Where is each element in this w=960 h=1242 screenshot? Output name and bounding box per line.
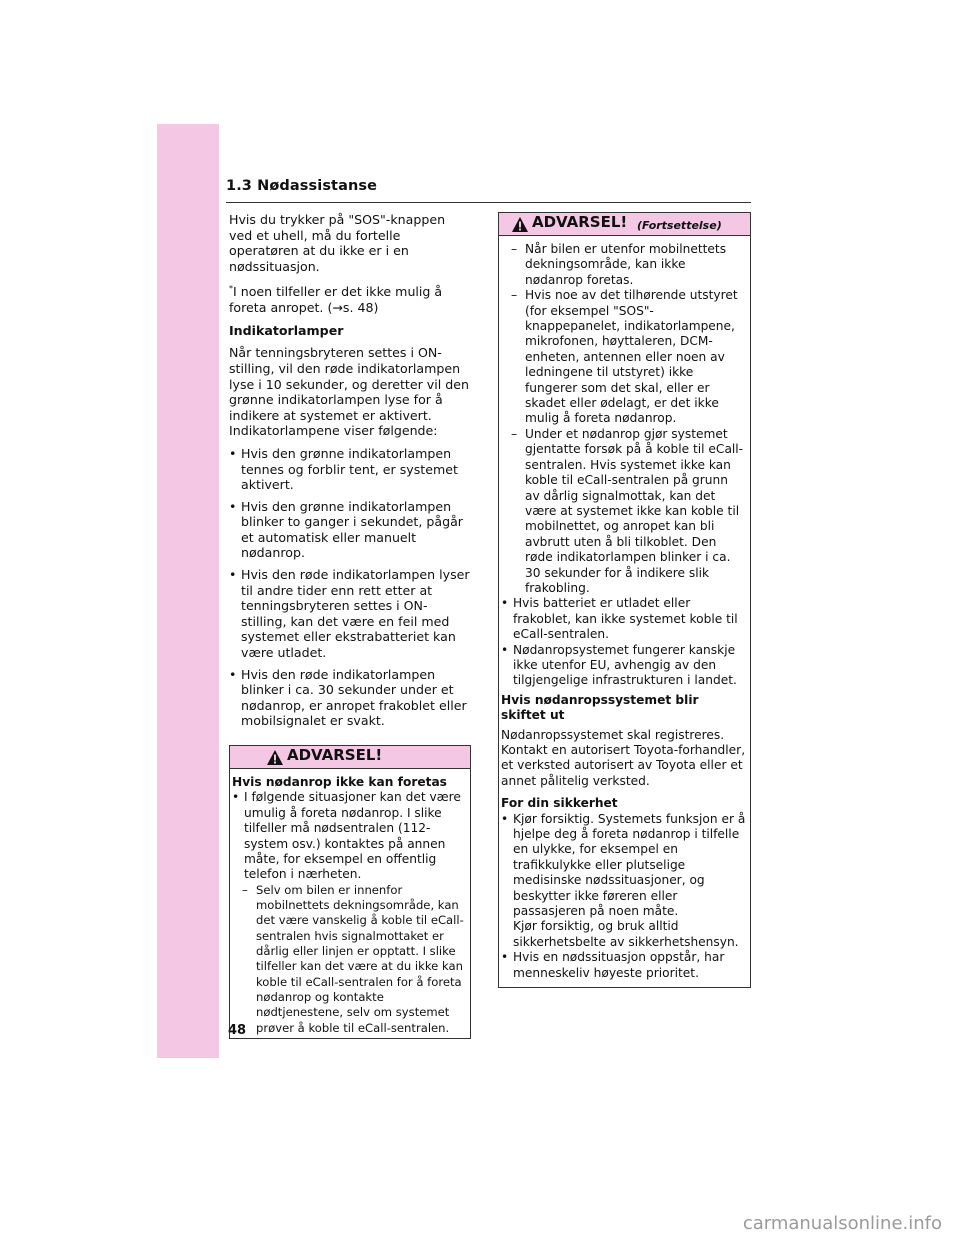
warning-triangle-icon [511, 216, 529, 233]
indicator-heading: Indikatorlamper [229, 322, 344, 338]
footnote-mark: * [229, 284, 233, 294]
warning-header [499, 213, 750, 236]
warning-subheading: Hvis nødanrop ikke kan foretas [232, 775, 447, 789]
warning-box-continued [498, 212, 751, 988]
warning-title: ADVARSEL! [287, 746, 383, 764]
dash-item: – Hvis noe av det tilhørende utstyret (for eksempel "SOS"-knappepanelet, indikatorlampene, mikrofonen, høyttaleren, DCM-enheten, antennen eller noen av ledningene til utstyret) ikke fungerer som det skal, eller er skadet eller ødelagt, er det ikke mulig å foreta nødanrop. [511, 288, 738, 426]
list-item: • Hvis den grønne indikatorlampen blinker to ganger i sekundet, pågår et automatisk eller manuelt nødanrop. [229, 499, 471, 561]
section-title: 1.3 Nødassistanse [226, 178, 378, 194]
footnote-text: I noen tilfeller er det ikke mulig å foreta anropet. (→s. 48) [229, 284, 443, 316]
list-item: • Hvis en nødssituasjon oppstår, har menneskeliv høyeste prioritet. [501, 950, 746, 981]
list-item [501, 812, 746, 951]
page-number: 48 [228, 1023, 247, 1038]
section-header [226, 178, 751, 203]
dash-item-text: Selv om bilen er innenfor mobilnettets dekningsområde, kan det være vanskelig å koble til eCall-sentralen hvis signalmottaket er dårlig eller linjen er opptatt. I slike tilfeller kan det være at du ikke kan koble til eCall-sentralen for å foreta nødanrop og kontakte nødtjenestene, selv om systemet prøver å koble til eCall-sentralen. [256, 882, 464, 1035]
safety-heading: For din sikkerhet [501, 796, 618, 811]
list-item: • Hvis den røde indikatorlampen blinker i ca. 30 sekunder under et nødanrop, er anropet frakoblet eller mobilsignalet er svakt. [229, 667, 471, 729]
list-item: • Hvis den grønne indikatorlampen tennes og forblir tent, er systemet aktivert. [229, 446, 471, 493]
dash-item: – Under et nødanrop gjør systemet gjentatte forsøk på å koble til eCall-sentralen. Hvis systemet ikke kan koble til eCall-sentralen på grunn av dårlig signalmottak, kan det være at systemet ikke kan koble til mobilnettet, og anropet kan bli avbrutt uten å bli tilkoblet. Den røde indikatorlampen blinker i ca. 30 sekunder for å indikere slik frakobling. [511, 426, 744, 595]
switch-heading: Hvis nødanropssystemet blir skiftet ut [501, 692, 699, 723]
list-item-text-extra: Kjør forsiktig, og bruk alltid sikkerhetsbelte av sikkerhetshensyn. [513, 919, 739, 949]
list-item: • Hvis batteriet er utladet eller frakoblet, kan ikke systemet koble til eCall-sentralen. [501, 596, 746, 642]
right-column [498, 212, 751, 988]
warning-box [229, 745, 471, 1039]
footnote [229, 281, 471, 315]
indicator-paragraph: Når tenningsbryteren settes i ON-stilling, vil den røde indikatorlampen lyse i 10 sekunder, og deretter vil den grønne indikatorlampen lyse for å indikere at systemet er aktivert. Indikatorlampene viser følgende: [229, 345, 469, 439]
list-item: • Nødanropsystemet fungerer kanskje ikke utenfor EU, avhengig av den tilgjengelige infrastrukturen i landet. [501, 643, 746, 689]
dash-item-text: Hvis noe av det tilhørende utstyret (for eksempel "SOS"-knappepanelet, indikatorlampene, mikrofonen, høyttaleren, DCM-enheten, antennen eller noen av ledningene til utstyret) ikke fungerer som det skal, eller er skadet eller ødelagt, er det ikke mulig å foreta nødanrop. [525, 288, 738, 426]
switch-paragraph: Nødanropssystemet skal registreres. Kontakt en autorisert Toyota-forhandler, et verksted autorisert av Toyota eller et annet pålitelig verksted. [501, 727, 746, 788]
warning-title: ADVARSEL! [532, 213, 628, 231]
watermark: carmanualsonline.info [742, 1213, 942, 1234]
intro-paragraph: Hvis du trykker på "SOS"-knappen ved et uhell, må du fortelle operatøren at du ikke er i en nødssituasjon. [229, 212, 446, 274]
dash-item-text: Når bilen er utenfor mobilnettets dekningsområde, kan ikke nødanrop foretas. [525, 242, 727, 287]
warning-body [499, 236, 750, 987]
left-column [229, 212, 471, 1039]
warning-header [230, 746, 470, 769]
dash-item: – Når bilen er utenfor mobilnettets dekningsområde, kan ikke nødanrop foretas. [511, 242, 727, 287]
list-item-text: Kjør forsiktig. Systemets funksjon er å hjelpe deg å foreta nødanrop i tilfelle en ulykke, for eksempel en trafikkulykke eller plutselige medisinske nødssituasjoner, og beskytter ikke føreren eller passasjeren på noen måte. [513, 811, 746, 919]
warning-body [230, 769, 470, 1038]
list-item: • I følgende situasjoner kan det være umulig å foreta nødanrop. I slike tilfeller må nødsentralen (112-system osv.) kontaktes på annen måte, for eksempel en offentlig telefon i nærheten. [232, 790, 466, 882]
dash-item: – Selv om bilen er innenfor mobilnettets dekningsområde, kan det være vanskelig å koble til eCall-sentralen hvis signalmottaket er dårlig eller linjen er opptatt. I slike tilfeller kan det være at du ikke kan koble til eCall-sentralen for å foreta nødanrop og kontakte nødtjenestene, selv om systemet prøver å koble til eCall-sentralen. [242, 882, 464, 1035]
dash-item-text: Under et nødanrop gjør systemet gjentatte forsøk på å koble til eCall-sentralen. Hvis systemet ikke kan koble til eCall-sentralen på grunn av dårlig signalmottak, kan det være at systemet ikke kan koble til mobilnettet, og anropet kan bli avbrutt uten å bli tilkoblet. Den røde indikatorlampen blinker i ca. 30 sekunder for å indikere slik frakobling. [525, 426, 744, 595]
list-item: • Hvis den røde indikatorlampen lyser til andre tider enn rett etter at tenningsbryteren settes i ON-stilling, kan det være en feil med systemet eller ekstrabatteriet kan være utladet. [229, 567, 471, 661]
page-side-tab [157, 124, 219, 1058]
warning-triangle-icon [266, 749, 284, 766]
warning-continued-label: (Fortsettelse) [637, 219, 722, 232]
